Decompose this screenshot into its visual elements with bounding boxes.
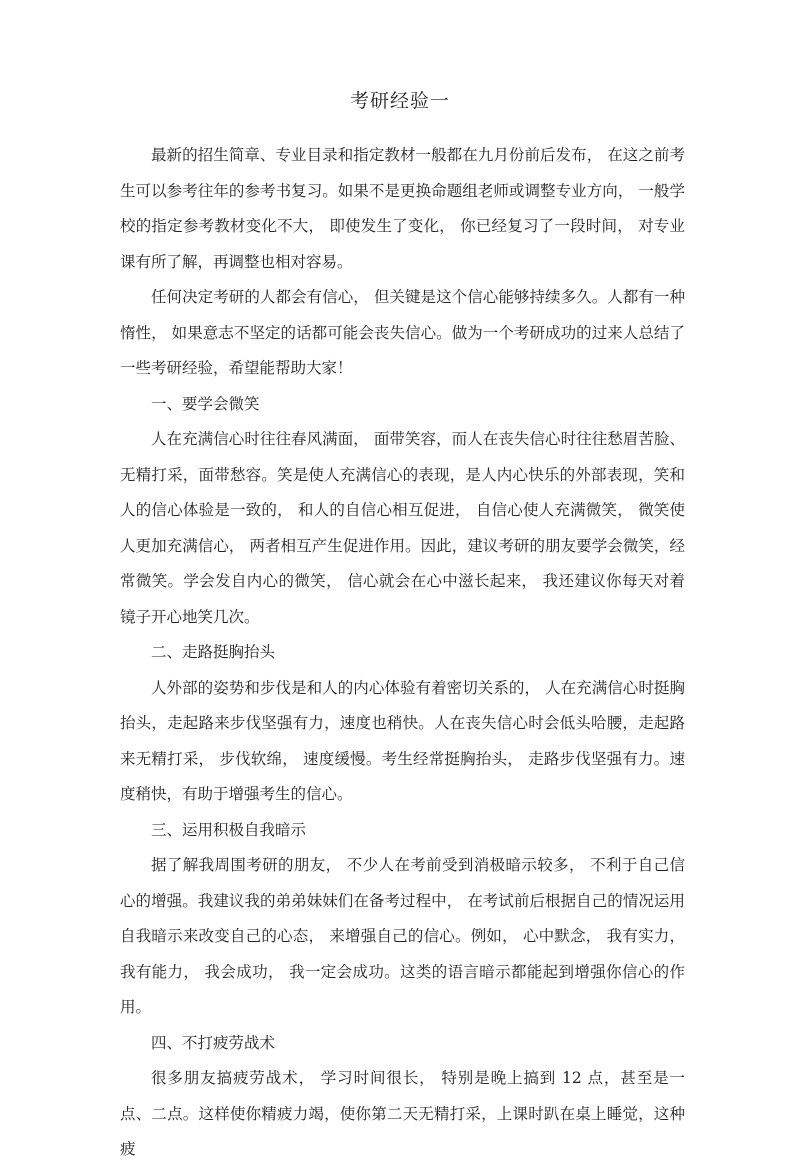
paragraph: 人在充满信心时往往春风满面， 面带笑容，而人在丧失信心时往往愁眉苦脸、无精打采，面带愁容。笑是使人充满信心的表现，是人内心快乐的外部表现，笑和人的信心体验是一致的， 和人的自信心相互促进， 自信心使人充满微笑， 微笑使人更加充满信心， 两者相互产生促进作用。因此，建议考研的朋友要学会微笑，经常微笑。学会发自内心的微笑， 信心就会在心中滋长起来， 我还建议你每天对着镜子开心地笑几次。	[120, 430, 685, 626]
section-heading: 二、走路挺胸抬头	[151, 643, 276, 661]
section-heading: 四、不打疲劳战术	[151, 1033, 276, 1052]
page-title: 考研经验一	[349, 90, 450, 112]
paragraph: 最新的招生简章、专业目录和指定教材一般都在九月份前后发布， 在这之前考生可以参考往年的参考书复习。如果不是更换命题组老师或调整专业方向， 一般学校的指定参考教材变化不大， 即使发生了变化， 你已经复习了一段时间， 对专业课有所了解，再调整也相对容易。	[120, 146, 685, 271]
paragraph: 人外部的姿势和步伐是和人的内心体验有着密切关系的， 人在充满信心时挺胸抬头，走起路来步伐坚强有力，速度也稍快。人在丧失信心时会低头哈腰，走起路来无精打采， 步伐软绵， 速度缓慢。考生经常挺胸抬头， 走路步伐坚强有力。速度稍快，有助于增强考生的信心。	[120, 678, 685, 803]
section-heading: 三、运用积极自我暗示	[151, 820, 307, 839]
paragraph: 任何决定考研的人都会有信心， 但关键是这个信心能够持续多久。人都有一种惰性， 如果意志不坚定的话都可能会丧失信心。做为一个考研成功的过来人总结了一些考研经验，希望能帮助大家！	[120, 288, 685, 377]
paragraph: 很多朋友搞疲劳战术， 学习时间很长， 特别是晚上搞到 12 点，甚至是一点、二点。这样使你精疲力竭，使你第二天无精打采，上课时趴在桌上睡觉，这种疲	[120, 1069, 685, 1158]
section-heading: 一、要学会微笑	[151, 394, 260, 413]
paragraph: 据了解我周围考研的朋友， 不少人在考前受到消极暗示较多， 不利于自己信心的增强。我建议我的弟弟妹妹们在备考过程中， 在考试前后根据自己的情况运用自我暗示来改变自己的心态， 来增强自己的信心。例如， 心中默念， 我有实力，我有能力， 我会成功， 我一定会成功。这类的语言暗示都能起到增强你信心的作用。	[120, 856, 685, 1016]
document-body	[120, 138, 685, 1168]
